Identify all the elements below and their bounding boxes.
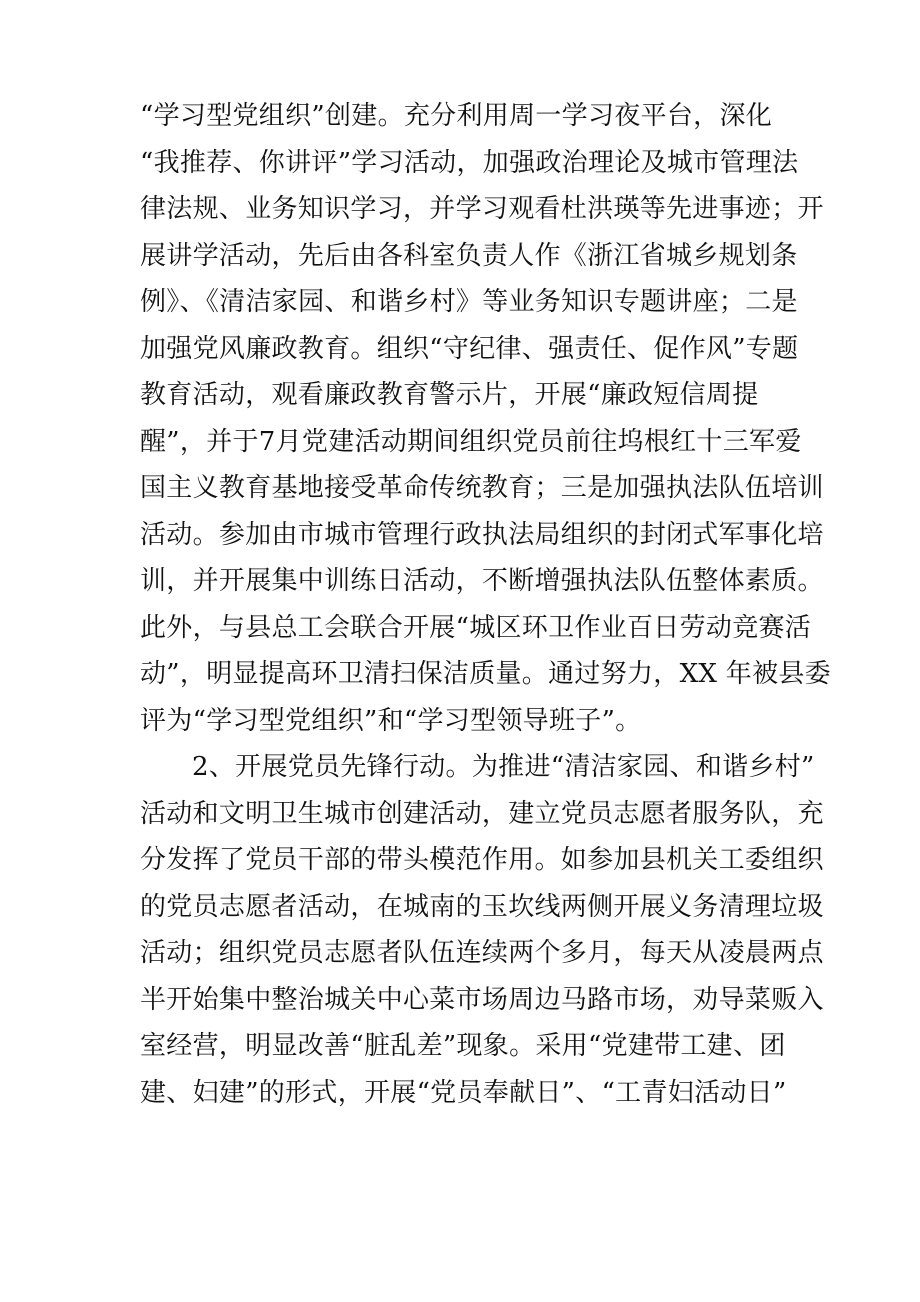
text-line: “学习型党组织”创建。充分利用周一学习夜平台，深化: [140, 101, 773, 131]
text-line: “我推荐、你讲评”学习活动，加强政治理论及城市管理法: [140, 147, 799, 178]
paragraph-2: [140, 744, 824, 1116]
text-line: 此外，与县总工会联合开展“城区环卫作业百日劳动竞赛活: [140, 612, 812, 643]
text-line: 活动和文明卫生城市创建活动，建立党员志愿者服务队，充: [140, 798, 824, 829]
text-line: 加强党风廉政教育。组织“守纪律、强责任、促作风”专题: [140, 333, 799, 364]
text-line: 评为“学习型党组织”和“学习型领导班子”。: [140, 705, 642, 736]
text-line: 动”，明显提高环卫清扫保洁质量。通过努力，XX 年被县委: [140, 659, 831, 689]
text-line: 建、妇建”的形式，开展“党员奉献日”、“工青妇活动日”: [140, 1077, 787, 1108]
text-line: 室经营，明显改善“脏乱差”现象。采用“党建带工建、团: [140, 1031, 786, 1061]
text-line: 例》、《清洁家园、和谐乡村》等业务知识专题讲座；二是: [140, 287, 798, 317]
text-line: 活动；组织党员志愿者队伍连续两个多月，每天从凌晨两点: [140, 938, 824, 968]
text-line: 活动。参加由市城市管理行政执法局组织的封闭式军事化培: [140, 519, 824, 550]
text-line: 律法规、业务知识学习，并学习观看杜洪瑛等先进事迹；开: [140, 194, 824, 224]
paragraph-1: [140, 93, 831, 744]
text-line: 半开始集中整治城关中心菜市场周边马路市场，劝导菜贩入: [140, 984, 824, 1015]
text-line: 教育活动，观看廉政教育警示片，开展“廉政短信周提: [140, 380, 759, 410]
text-line: 分发挥了党员干部的带头模范作用。如参加县机关工委组织: [140, 845, 824, 875]
text-line: 的党员志愿者活动，在城南的玉坎线两侧开展义务清理垃圾: [140, 891, 824, 922]
text-line: 训，并开展集中训练日活动，不断增强执法队伍整体素质。: [140, 566, 824, 596]
body-text: [140, 93, 831, 1116]
text-line: 2、开展党员先锋行动。为推进“清洁家园、和谐乡村”: [192, 752, 815, 782]
text-line: 展讲学活动，先后由各科室负责人作《浙江省城乡规划条: [140, 240, 798, 271]
text-line: 醒”，并于7月党建活动期间组织党员前往坞根红十三军爱: [140, 426, 802, 457]
text-line: 国主义教育基地接受革命传统教育；三是加强执法队伍培训: [140, 473, 824, 503]
